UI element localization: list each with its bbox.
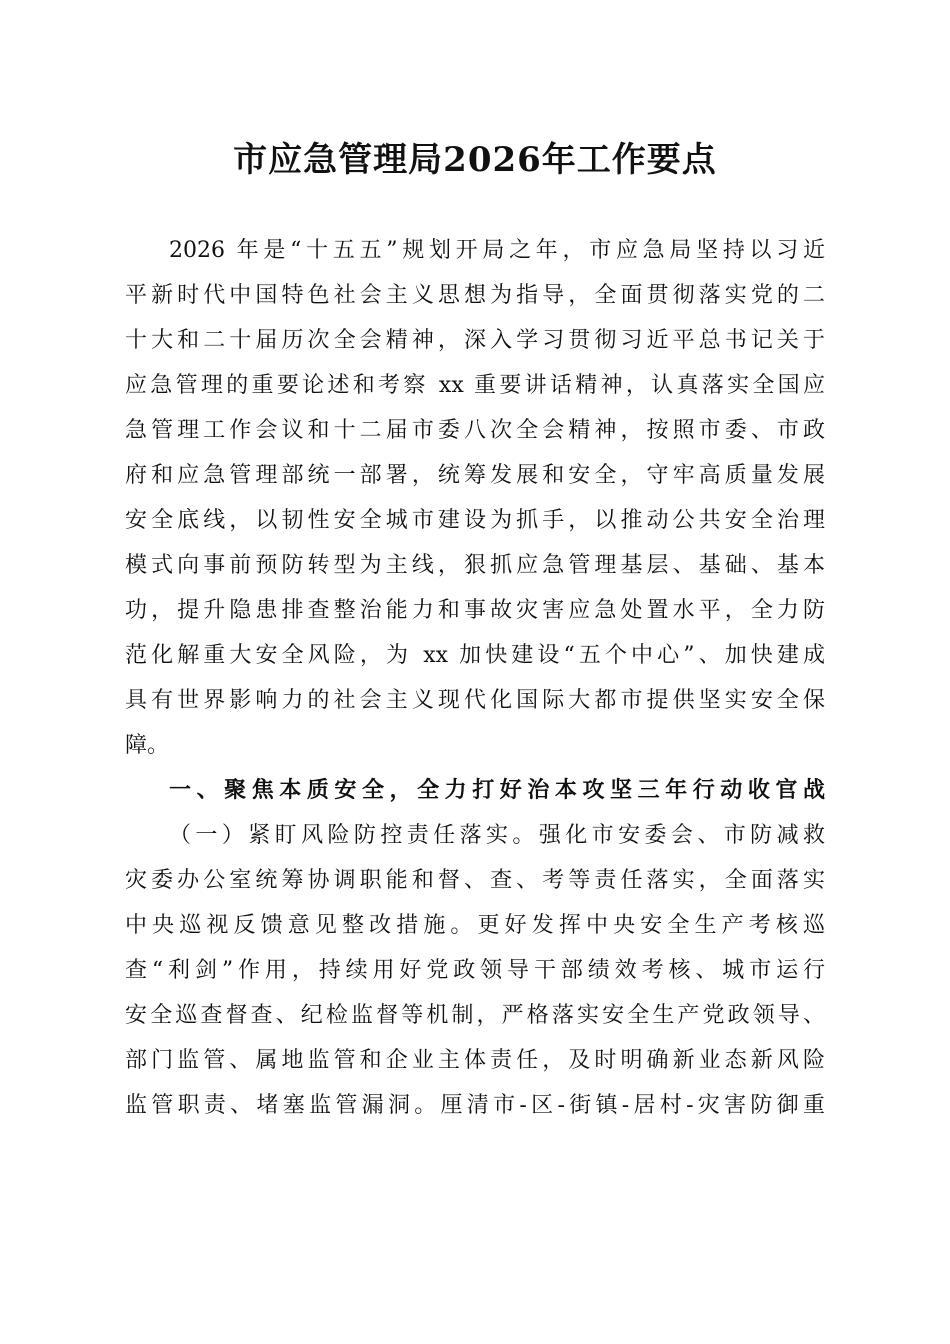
paragraph-line: 安全巡查督查、纪检监督等机制，严格落实安全生产党政领导、 xyxy=(125,1003,825,1028)
paragraph-line: 安全底线，以韧性安全城市建设为抓手，以推动公共安全治理 xyxy=(125,508,825,533)
paragraph-line: 十大和二十届历次全会精神，深入学习贯彻习近平总书记关于 xyxy=(125,328,825,353)
paragraph-line: 急管理工作会议和十二届市委八次全会精神，按照市委、市政 xyxy=(125,418,825,443)
paragraph-line: 查“利剑”作用，持续用好党政领导干部绩效考核、城市运行 xyxy=(125,958,825,983)
paragraph-line: 模式向事前预防转型为主线，狠抓应急管理基层、基础、基本 xyxy=(125,553,825,578)
paragraph-line: 具有世界影响力的社会主义现代化国际大都市提供坚实安全保 xyxy=(125,688,825,713)
paragraph-line: 监管职责、堵塞监管漏洞。厘清市-区-街镇-居村-灾害防御重 xyxy=(125,1093,825,1118)
section-heading: 一、聚焦本质安全，全力打好治本攻坚三年行动收官战 xyxy=(169,778,825,803)
paragraph-line: 范化解重大安全风险，为 xx 加快建设“五个中心”、加快建成 xyxy=(125,643,825,668)
paragraph-line: 府和应急管理部统一部署，统筹发展和安全，守牢高质量发展 xyxy=(125,463,825,488)
paragraph-line: 中央巡视反馈意见整改措施。更好发挥中央安全生产考核巡 xyxy=(125,913,825,938)
paragraph-line: 2026 年是“十五五”规划开局之年，市应急局坚持以习近 xyxy=(169,238,825,263)
paragraph-line: 平新时代中国特色社会主义思想为指导，全面贯彻落实党的二 xyxy=(125,283,825,308)
paragraph-line: 灾委办公室统筹协调职能和督、查、考等责任落实，全面落实 xyxy=(125,868,825,893)
paragraph-line: （一）紧盯风险防控责任落实。强化市安委会、市防减救 xyxy=(169,823,825,848)
paragraph-line: 功，提升隐患排查整治能力和事故灾害应急处置水平，全力防 xyxy=(125,598,825,623)
paragraph-line: 部门监管、属地监管和企业主体责任，及时明确新业态新风险 xyxy=(125,1048,825,1073)
page-title: 市应急管理局2026年工作要点 xyxy=(233,140,717,180)
paragraph-line: 应急管理的重要论述和考察 xx 重要讲话精神，认真落实全国应 xyxy=(125,373,825,398)
paragraph-line: 障。 xyxy=(125,733,170,758)
